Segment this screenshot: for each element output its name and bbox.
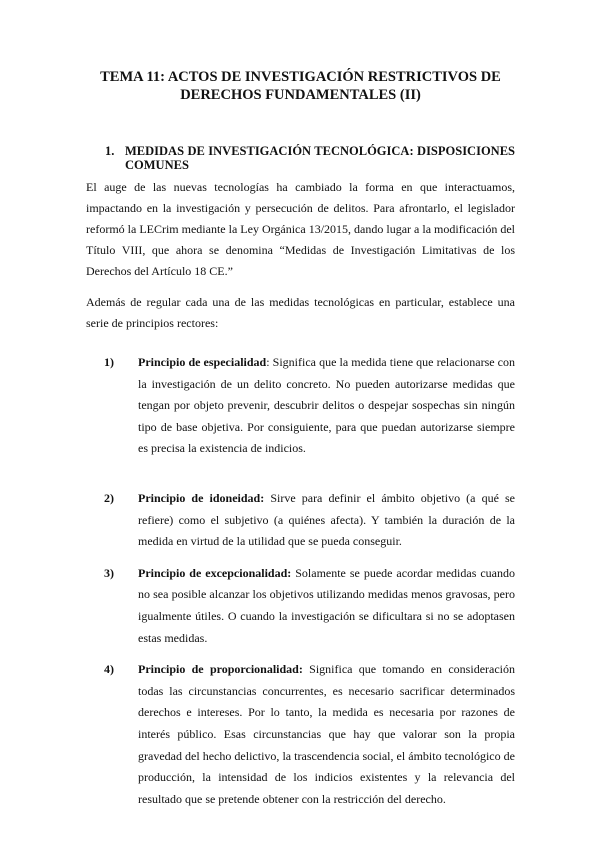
list-item [86,659,515,810]
list-item-content [138,563,515,649]
principle-text: : Significa que la medida tiene que relacionarse con la investigación de un delito concreto. No pueden autorizarse medidas que tengan por objeto prevenir, descubrir delitos o despejar sospechas sin ningún tipo de base objetiva. Por consiguiente, para que puedan autorizarse siempre es precisa la existencia de indicios. [138,355,515,456]
list-item-content [138,488,515,553]
list-marker: 3) [104,565,114,580]
list-item [86,563,515,649]
title-line-1: TEMA 11: ACTOS DE INVESTIGACIÓN RESTRICTIVOS DE [100,69,501,85]
section-heading [86,144,515,172]
principle-name: Principio de idoneidad: [138,490,265,505]
paragraph-principles-lead: Además de regular cada una de las medidas tecnológicas en particular, establece una serie de principios rectores: [86,295,515,330]
list-item [86,488,515,553]
document-title [86,68,515,104]
paragraph-intro: El auge de las nuevas tecnologías ha cambiado la forma en que interactuamos, impactando en la investigación y persecución de delitos. Para afrontarlo, el legislador reformó la LECrim mediante la Ley Orgánica 13/2015, dando lugar a la modificación del Título VIII, que ahora se denomina “Medidas de Investigación Limitativas de los Derechos del Artículo 18 CE.” [86,180,515,278]
principle-text: Solamente se puede acordar medidas cuando no sea posible alcanzar los objetivos utilizando medidas menos gravosas, pero igualmente útiles. O cuando la investigación se dificultara si no se adoptasen estas medidas. [138,565,515,645]
list-marker: 2) [104,490,114,505]
principle-name: Principio de proporcionalidad: [138,662,303,677]
section-number: 1. [105,144,115,158]
principle-name: Principio de especialidad [138,355,267,369]
section-title: MEDIDAS DE INVESTIGACIÓN TECNOLÓGICA: DISPOSICIONES COMUNES [125,144,515,172]
principle-text: Sirve para definir el ámbito objetivo (a qué se refiere) como el subjetivo (a quiénes afecta). Y también la duración de la medida en virtud de la utilidad que se pueda conseguir. [138,490,515,549]
list-marker: 1) [104,355,114,369]
principle-name: Principio de excepcionalidad: [138,565,292,580]
list-item [86,352,515,460]
principles-list [86,352,515,810]
list-item-content [138,659,515,810]
list-item-content [138,352,515,460]
principle-text: Significa que tomando en consideración todas las circunstancias concurrentes, es necesario sacrificar determinados derechos e intereses. Por lo tanto, la medida es necesaria por razones de interés público. Esas circunstancias que hay que valorar son la propia gravedad del hecho delictivo, la trascendencia social, el ámbito tecnológico de producción, la intensidad de los indicios existentes y la relevancia del resultado que se pretende obtener con la restricción del derecho. [138,662,515,806]
list-marker: 4) [104,662,114,677]
title-line-2: DERECHOS FUNDAMENTALES (II) [180,87,421,103]
